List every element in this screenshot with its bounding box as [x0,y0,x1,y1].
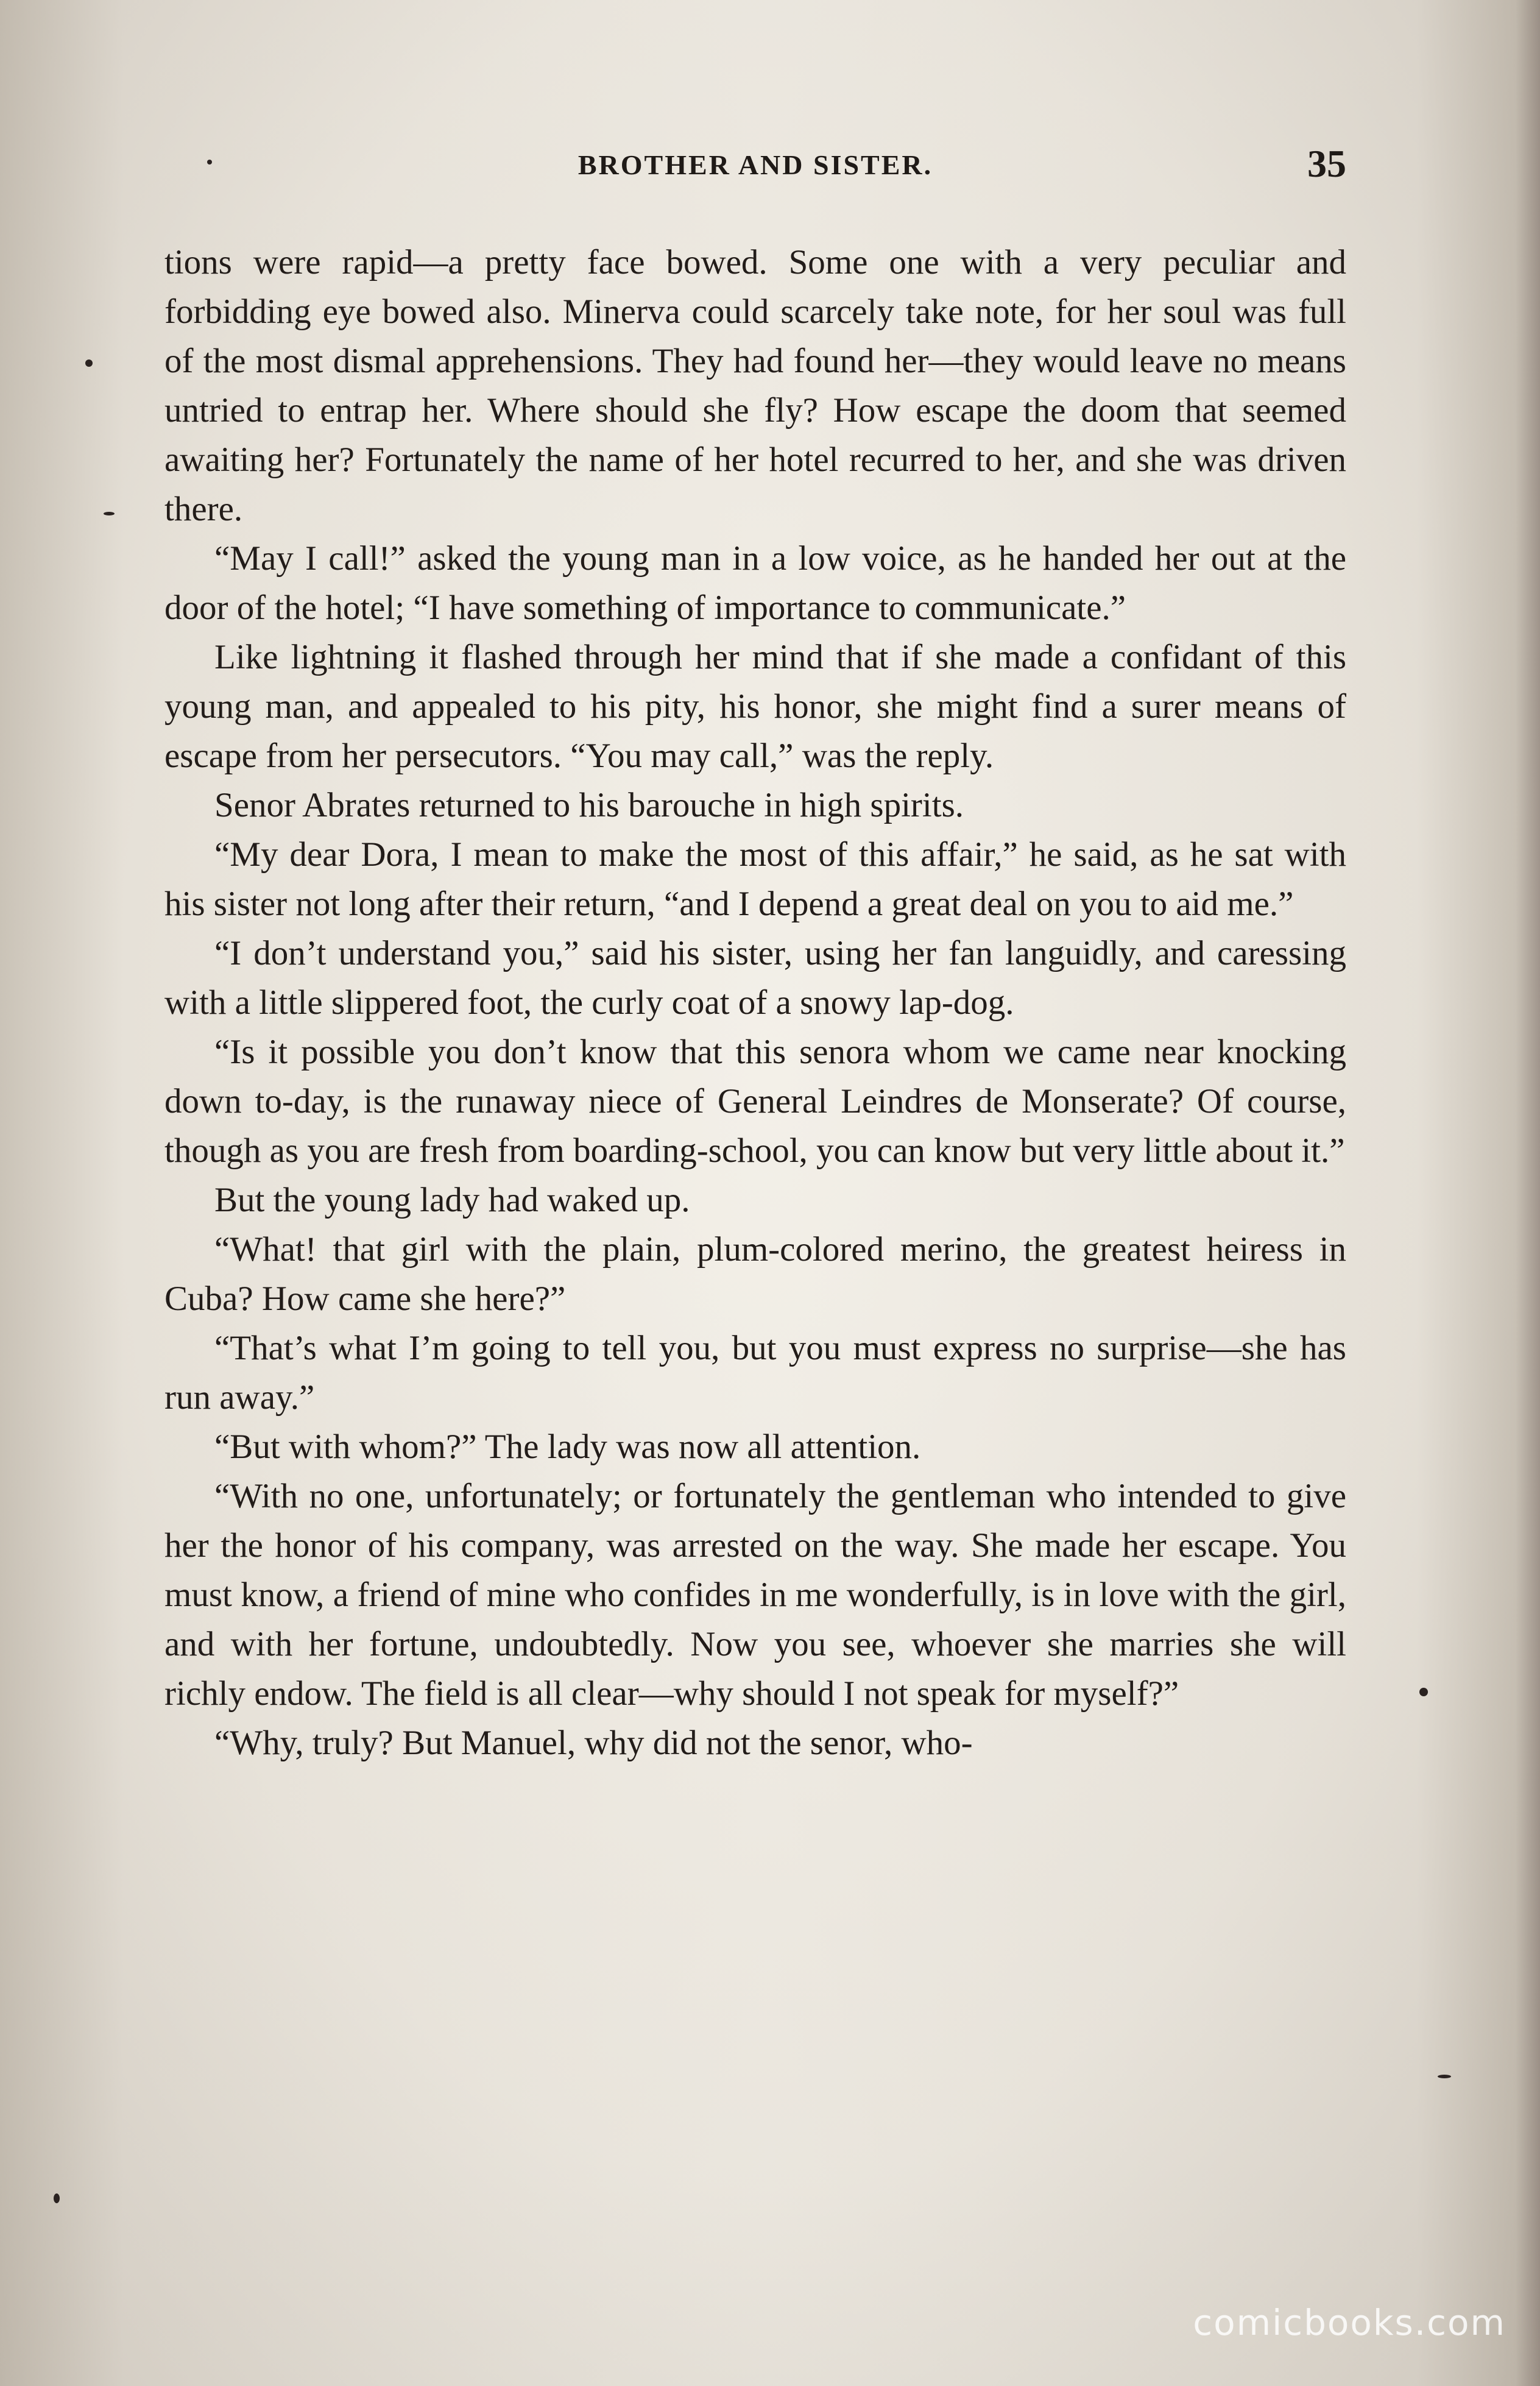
margin-speck [54,2193,60,2203]
page-number: 35 [1307,142,1346,185]
paragraph: “My dear Dora, I mean to make the most of this affair,” he said, as he sat with his sister not long after their return, “and I depend a great deal on you to aid me.” [164,835,1346,923]
paragraph: “That’s what I’m going to tell you, but you must express no surprise—she has run away.” [164,1329,1346,1417]
paragraph: Like lightning it flashed through her mind that if she made a confidant of this young man, and appealed to his pity, his honor, she might find a surer means of escape from her persecutors. “You may call,” was the reply. [164,638,1346,775]
watermark: comicbooks.com [1193,2302,1506,2343]
paragraph: “Why, truly? But Manuel, why did not the senor, who- [214,1724,973,1762]
margin-speck [85,359,93,367]
paragraph: “Is it possible you don’t know that this senora whom we came near knocking down to-day, is the runaway niece of General Leindres de Monserate? Of course, though as you are fresh from boarding-school, you can know but very little about it.” [164,1033,1346,1170]
paragraph: tions were rapid—a pretty face bowed. Some one with a very peculiar and forbidding eye bowed also. Minerva could scarcely take note, for her soul was full of the most dismal apprehensions. They had found her—they would leave no means untried to entrap her. Where should she fly? How escape the doom that seemed awaiting her? Fortunately the name of her hotel recurred to her, and she was driven there. [164,243,1346,528]
paragraph: “But with whom?” The lady was now all attention. [214,1428,921,1466]
paragraph: But the young lady had waked up. [214,1181,690,1219]
paragraph: “May I call!” asked the young man in a low voice, as he handed her out at the door of the hotel; “I have something of importance to communicate.” [164,539,1346,627]
body-text [164,238,1346,1768]
paragraph: “What! that girl with the plain, plum-colored merino, the greatest heiress in Cuba? How came she here?” [164,1230,1346,1318]
page-edge-shadow [1516,0,1540,2386]
page-header [164,141,1346,190]
margin-speck [1419,1688,1428,1696]
margin-speck [1438,2075,1451,2078]
paragraph: “With no one, unfortunately; or fortunately the gentleman who intended to give her the honor of his company, was arrested on the way. She made her escape. You must know, a friend of mine who confides in me wonderfully, is in love with the girl, and with her fortune, undoubtedly. Now you see, whoever she marries she will richly endow. The field is all clear—why should I not speak for myself?” [164,1477,1346,1713]
margin-speck [207,160,212,165]
running-title: BROTHER AND SISTER. [578,149,933,180]
margin-speck [104,512,115,515]
paragraph: “I don’t understand you,” said his sister, using her fan languidly, and caressing with a little slippered foot, the curly coat of a snowy lap-dog. [164,934,1346,1022]
paragraph: Senor Abrates returned to his barouche in high spirits. [214,786,964,824]
